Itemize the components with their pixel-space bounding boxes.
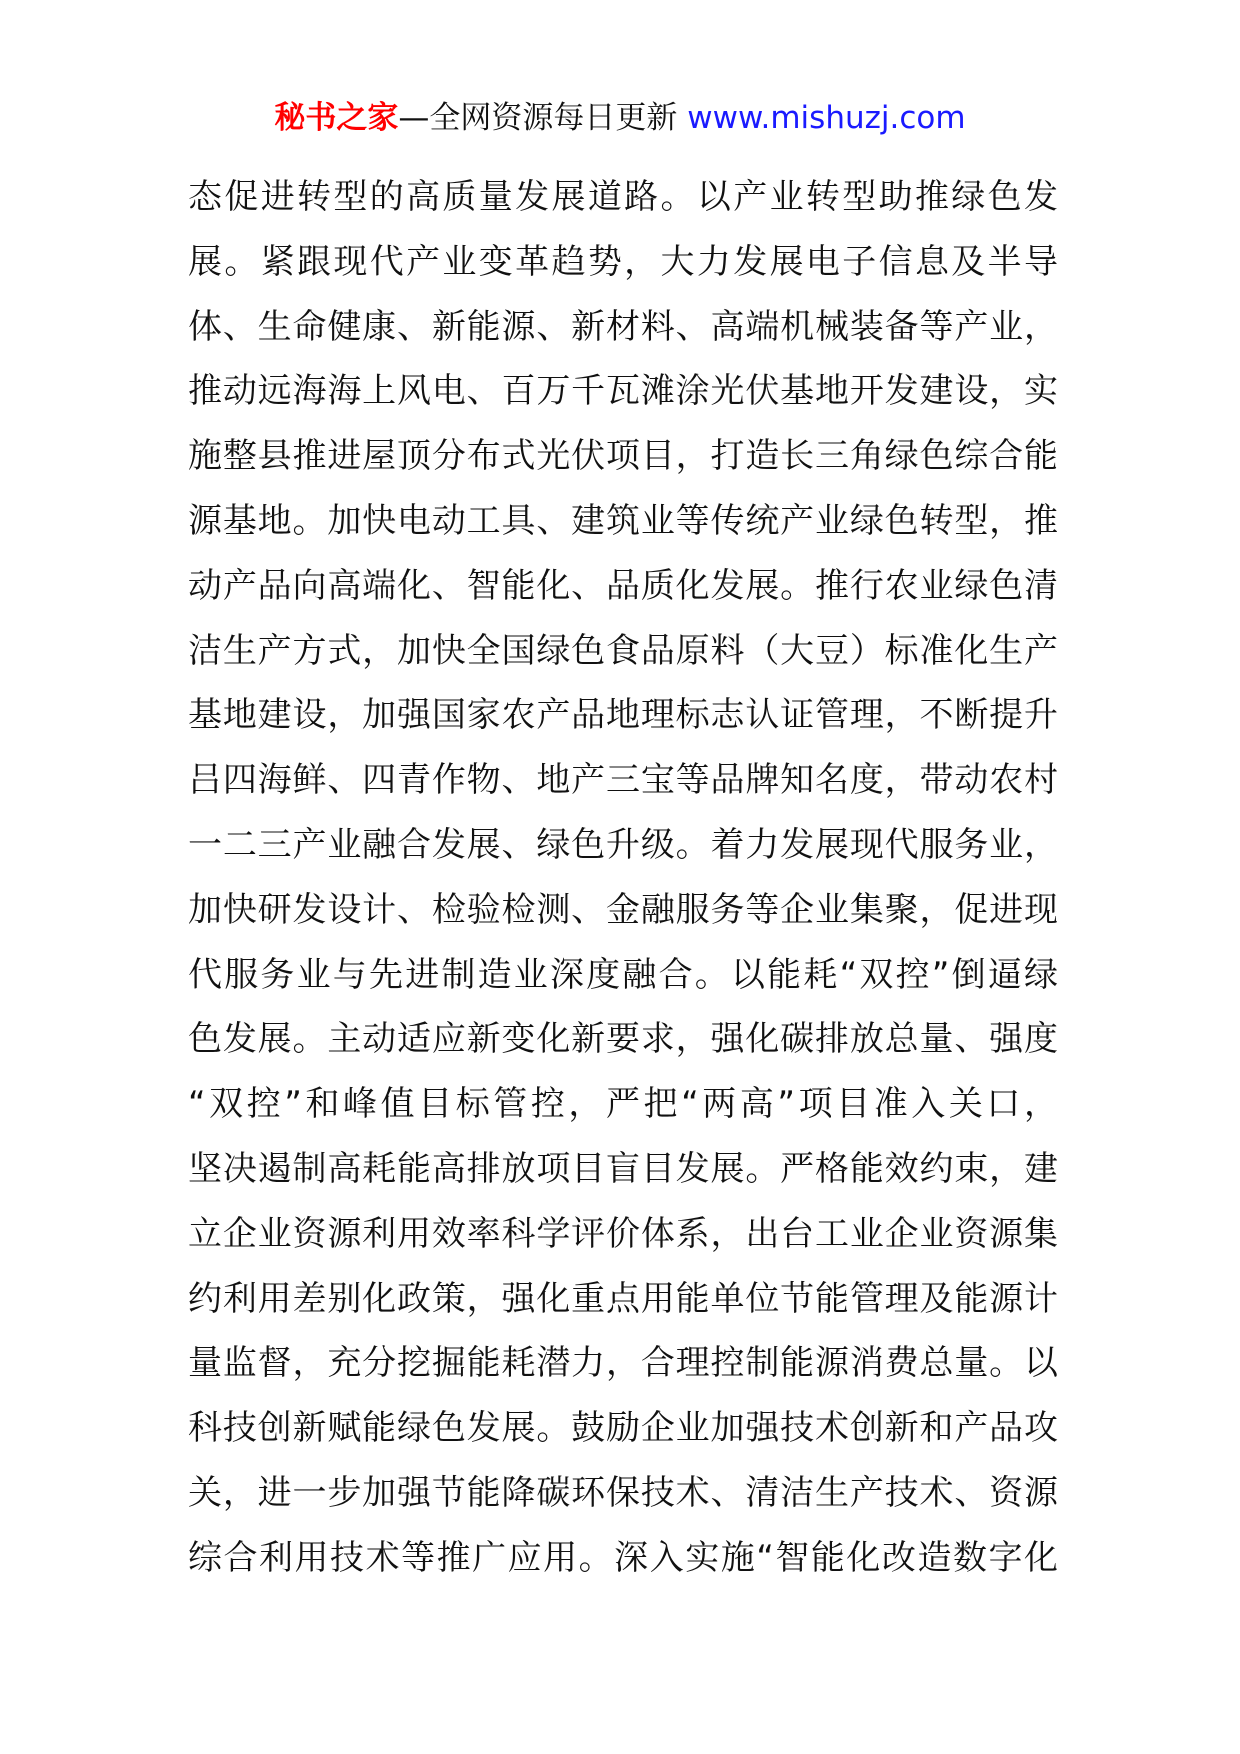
- text-line: 吕四海鲜、四青作物、地产三宝等品牌知名度，带动农村: [188, 760, 1058, 801]
- text-line: 施整县推进屋顶分布式光伏项目，打造长三角绿色综合能: [188, 436, 1058, 477]
- text-line: 态促进转型的高质量发展道路。以产业转型助推绿色发: [188, 177, 1058, 217]
- text-line: 加快研发设计、检验检测、金融服务等企业集聚，促进现: [188, 889, 1058, 930]
- text-line: 一二三产业融合发展、绿色升级。着力发展现代服务业，: [188, 824, 1058, 865]
- text-line: 源基地。加快电动工具、建筑业等传统产业绿色转型，推: [188, 500, 1058, 541]
- text-line: 推动远海海上风电、百万千瓦滩涂光伏基地开发建设，实: [188, 371, 1058, 412]
- text-line: 约利用差别化政策，强化重点用能单位节能管理及能源计: [188, 1278, 1058, 1319]
- text-line: 关，进一步加强节能降碳环保技术、清洁生产技术、资源: [188, 1472, 1058, 1513]
- header-tagline: —全网资源每日更新: [398, 100, 678, 136]
- text-line: 展。紧跟现代产业变革趋势，大力发展电子信息及半导: [188, 241, 1058, 282]
- text-line: 动产品向高端化、智能化、品质化发展。推行农业绿色清: [188, 565, 1058, 606]
- document-body: [188, 165, 1058, 1591]
- text-line: 基地建设，加强国家农产品地理标志认证管理，不断提升: [188, 695, 1058, 736]
- text-line: “双控”和峰值目标管控，严把“两高”项目准入关口，: [188, 1084, 1058, 1125]
- brand-name: 秘书之家: [274, 100, 399, 136]
- text-line: 坚决遏制高耗能高排放项目盲目发展。严格能效约束，建: [188, 1148, 1058, 1189]
- site-header: [0, 98, 1240, 138]
- text-line: 色发展。主动适应新变化新要求，强化碳排放总量、强度: [188, 1019, 1058, 1060]
- text-line: 综合利用技术等推广应用。深入实施“智能化改造数字化: [188, 1537, 1058, 1578]
- text-line: 代服务业与先进制造业深度融合。以能耗“双控”倒逼绿: [188, 954, 1058, 995]
- site-url-link[interactable]: www.mishuzj.com: [687, 100, 966, 136]
- text-line: 体、生命健康、新能源、新材料、高端机械装备等产业，: [188, 306, 1058, 347]
- text-line: 洁生产方式，加快全国绿色食品原料（大豆）标准化生产: [188, 630, 1058, 671]
- text-line: 科技创新赋能绿色发展。鼓励企业加强技术创新和产品攻: [188, 1408, 1058, 1449]
- text-line: 量监督，充分挖掘能耗潜力，合理控制能源消费总量。以: [188, 1343, 1058, 1384]
- text-line: 立企业资源利用效率科学评价体系，出台工业企业资源集: [188, 1213, 1058, 1254]
